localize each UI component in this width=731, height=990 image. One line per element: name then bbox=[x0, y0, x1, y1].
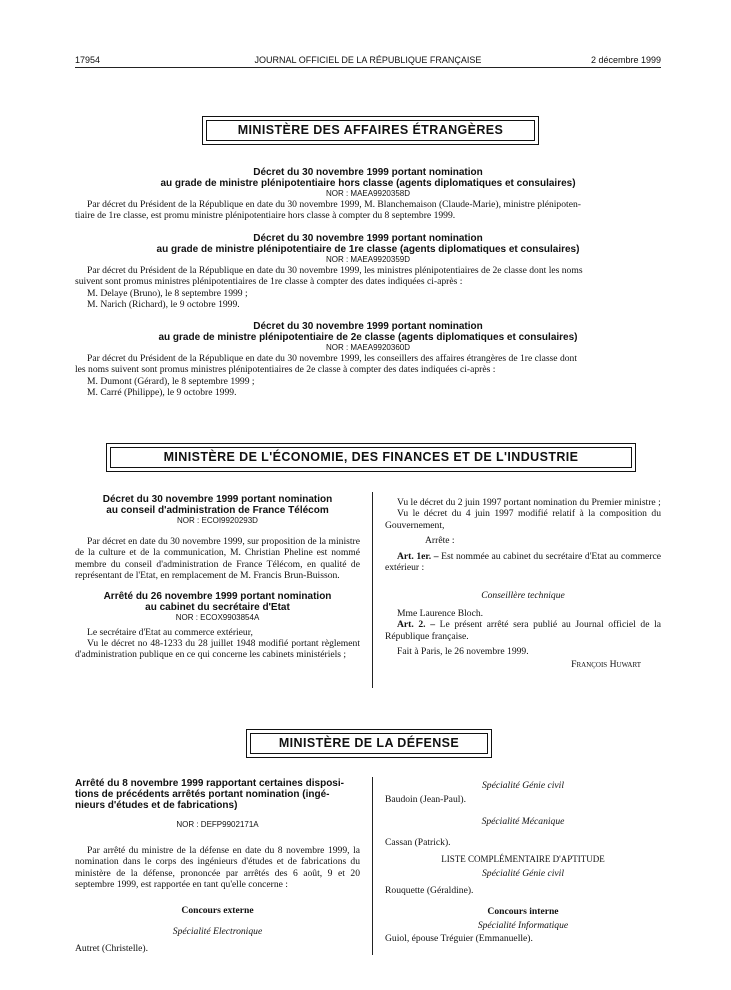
decret-text: Par décret en date du 30 novembre 1999, sur proposition de la ministre de la culture et de la communication, M. Christian Pheline est nommé membre du conseil d'administration de France Télécom, en qualité de représentant de l'Etat, en remplacement de M. Francis Brun-Buisson. bbox=[75, 536, 360, 582]
nor-code: NOR : ECOX9903854A bbox=[175, 612, 260, 622]
decret-title: Décret du 30 novembre 1999 portant nomination bbox=[102, 494, 333, 505]
decret-text: M. Carré (Philippe), le 9 octobre 1999. bbox=[87, 387, 237, 399]
article-label: Art. 1er. – bbox=[397, 550, 439, 562]
page-number: 17954 bbox=[75, 55, 101, 65]
arrete-title: Arrêté du 8 novembre 1999 rapportant certaines disposi- bbox=[75, 778, 344, 789]
arrete-title: au cabinet du secrétaire d'Etat bbox=[145, 601, 290, 613]
decret-title: au grade de ministre plénipotentiaire de 2e classe (agents diplomatiques et consulaires) bbox=[158, 332, 578, 343]
decret-1 bbox=[75, 167, 661, 222]
section-title-text: MINISTÈRE DES AFFAIRES ÉTRANGÈRES bbox=[237, 122, 504, 137]
arrete-verb: Arrête : bbox=[425, 535, 455, 547]
person-name: Guiol, épouse Tréguier (Emmanuelle). bbox=[385, 932, 533, 944]
specialite: Spécialité Génie civil bbox=[481, 780, 565, 791]
specialite: Spécialité Informatique bbox=[477, 920, 569, 932]
decret-title: Décret du 30 novembre 1999 portant nomination bbox=[253, 321, 483, 332]
nor-code: NOR : ECOI9920293D bbox=[177, 516, 258, 525]
article-text: Le présent arrêté sera publié au Journal officiel de la République française. bbox=[385, 619, 661, 642]
decret-text: Par décret du Président de la République en date du 30 novembre 1999, les ministres plénipotentiaires de 2e classe dont les noms bbox=[87, 265, 583, 276]
article-text: Est nommée au cabinet du secrétaire d'Etat au commerce extérieur : bbox=[385, 550, 661, 574]
arrete-text: Vu le décret du 4 juin 1997 modifié relatif à la composition du Gouvernement, bbox=[385, 508, 661, 531]
decret-text: tiaire de 1re classe, est promu ministre plénipotentiaire hors classe à compter du 8 septembre 1999. bbox=[75, 210, 456, 222]
decret-text: M. Narich (Richard), le 9 octobre 1999. bbox=[87, 299, 240, 311]
decret-text: M. Dumont (Gérard), le 8 septembre 1999 ; bbox=[87, 375, 255, 387]
concours-heading: Concours externe bbox=[181, 904, 254, 916]
article-1 bbox=[385, 551, 661, 574]
person-name: Rouquette (Géraldine). bbox=[385, 885, 474, 897]
signatory: François Huwart bbox=[571, 659, 641, 671]
arrete-text: Le secrétaire d'Etat au commerce extérieur, bbox=[87, 626, 253, 638]
decret-3 bbox=[75, 321, 661, 399]
arrete-text: Vu le décret du 2 juin 1997 portant nomination du Premier ministre ; bbox=[397, 497, 661, 508]
nor-code: NOR : MAEA9920358D bbox=[325, 189, 411, 198]
article-label: Art. 2. – bbox=[397, 619, 435, 631]
person-name: Cassan (Patrick). bbox=[385, 837, 451, 849]
decret-title: au conseil d'administration de France Télécom bbox=[106, 505, 329, 516]
arrete-title: Arrêté du 26 novembre 1999 portant nomination bbox=[103, 590, 332, 602]
decret-2 bbox=[75, 233, 661, 311]
specialite: Spécialité Mécanique bbox=[481, 815, 565, 827]
journal-title: JOURNAL OFFICIEL DE LA RÉPUBLIQUE FRANÇAISE bbox=[254, 55, 482, 65]
nor-code: NOR : MAEA9920360D bbox=[325, 343, 411, 352]
list-heading: LISTE COMPLÉMENTAIRE D'APTITUDE bbox=[441, 853, 605, 864]
section-title-economie bbox=[106, 443, 636, 472]
person-name: Autret (Christelle). bbox=[75, 943, 148, 955]
s2-left-column bbox=[75, 494, 360, 661]
decret-text: les noms suivent sont promus ministres plénipotentiaires de 2e classe à compter des dates indiquées ci-après : bbox=[75, 364, 496, 376]
arrete-title: tions de précédents arrêtés portant nomination (ingé- bbox=[75, 789, 330, 800]
column-divider bbox=[372, 492, 373, 688]
person-name: Baudoin (Jean-Paul). bbox=[385, 794, 466, 806]
specialite: Spécialité Electronique bbox=[172, 926, 263, 938]
section-title-defense bbox=[246, 729, 492, 758]
decret-title: au grade de ministre plénipotentiaire hors classe (agents diplomatiques et consulaires) bbox=[160, 178, 576, 189]
specialite: Spécialité Génie civil bbox=[481, 868, 565, 880]
nominee-name: Mme Laurence Bloch. bbox=[397, 607, 484, 619]
section-title-affaires-etrangeres bbox=[202, 116, 539, 145]
decret-title: au grade de ministre plénipotentiaire de 1re classe (agents diplomatiques et consulaires) bbox=[156, 244, 580, 255]
section-title-text: MINISTÈRE DE LA DÉFENSE bbox=[278, 735, 460, 750]
nor-code: NOR : DEFP9902171A bbox=[176, 820, 259, 829]
decret-text: M. Delaye (Bruno), le 8 septembre 1999 ; bbox=[87, 287, 248, 299]
s2-right-column bbox=[385, 497, 661, 671]
s3-left-column bbox=[75, 778, 360, 955]
arrete-text: Par arrêté du ministre de la défense en date du 8 novembre 1999, la nomination dans le corps des ingénieurs d'études et de fabrications du ministère de la défense, prononcée par arrêtés des 6 août, 9 et 20 septembre 1999, est rapportée en tant qu'elle concerne : bbox=[75, 845, 360, 891]
column-divider bbox=[372, 777, 373, 955]
decret-text: Par décret du Président de la République en date du 30 novembre 1999, les conseillers des affaires étrangères de 1re classe dont bbox=[87, 353, 578, 364]
running-header bbox=[75, 55, 661, 68]
concours-heading: Concours interne bbox=[487, 905, 559, 917]
decret-title: Décret du 30 novembre 1999 portant nomination bbox=[253, 167, 483, 178]
signature-date: Fait à Paris, le 26 novembre 1999. bbox=[397, 646, 529, 658]
arrete-title: nieurs d'études et de fabrications) bbox=[75, 800, 238, 811]
decret-title: Décret du 30 novembre 1999 portant nomination bbox=[253, 233, 483, 244]
role-title: Conseillère technique bbox=[481, 590, 565, 602]
nor-code: NOR : MAEA9920359D bbox=[325, 255, 411, 264]
arrete-text: Vu le décret no 48-1233 du 28 juillet 1948 modifié portant règlement d'administration publique en ce qui concerne les cabinets ministériels ; bbox=[75, 638, 360, 661]
issue-date: 2 décembre 1999 bbox=[590, 55, 661, 65]
decret-text: suivent sont promus ministres plénipotentiaires de 1re classe à compter des dates indiquées ci-après : bbox=[75, 276, 463, 288]
s3-right-column bbox=[385, 780, 661, 944]
article-2 bbox=[385, 619, 661, 642]
decret-text: Par décret du Président de la République en date du 30 novembre 1999, M. Blanchemaison (Claude-Marie), ministre plénipoten- bbox=[87, 199, 581, 210]
section-title-text: MINISTÈRE DE L'ÉCONOMIE, DES FINANCES ET DE L'INDUSTRIE bbox=[163, 449, 579, 464]
